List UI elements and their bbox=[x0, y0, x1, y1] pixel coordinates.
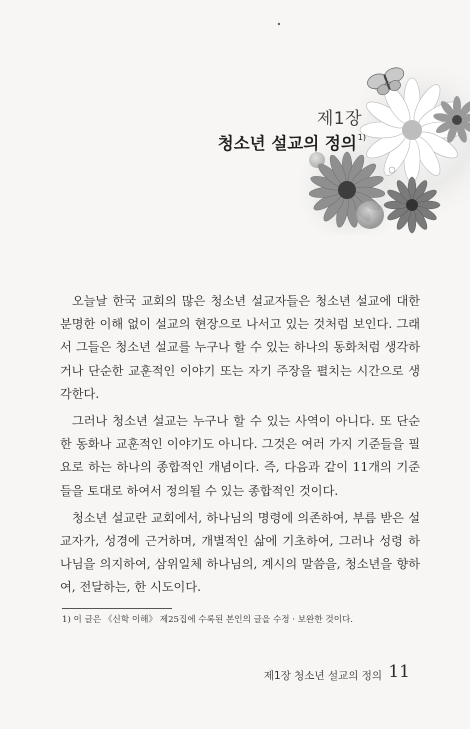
paragraph: 오늘날 한국 교회의 많은 청소년 설교자들은 청소년 설교에 대한 분명한 이해 없이 설교의 현장으로 나서고 있는 것처럼 보인다. 그래서 그들은 청소년 설교를 누구나 할 수 있는 하나의 동화처럼 생각하거나 단순한 교훈적인 이야기 또는 자기 주장을 펼치는 시간으로 생각한다. bbox=[60, 294, 420, 401]
body-text bbox=[60, 290, 420, 600]
paragraph: 그러나 청소년 설교는 누구나 할 수 있는 사역이 아니다. 또 단순한 동화나 교훈적인 이야기도 아니다. 그것은 여러 가지 기준들을 필요로 하는 하나의 종합적인 개념이다. 즉, 다음과 같이 11개의 기준들을 토대로 하여서 정의될 수 있는 종합적인 것이다. bbox=[60, 414, 420, 498]
footnote-mark: 1) bbox=[357, 133, 366, 142]
footnote-divider bbox=[62, 608, 172, 609]
footnote: 1) 이 글은 《신학 이해》 제25집에 수록된 본인의 글을 수정 · 보완한 것이다. bbox=[62, 615, 354, 625]
paragraph: 청소년 설교란 교회에서, 하나님의 명령에 의존하여, 부름 받은 설교자가, 성경에 근거하며, 개별적인 삶에 기초하여, 그러나 성령 하나님을 의지하여, 삼위일체 하나님의, 계시의 말씀을, 청소년을 향하여, 전달하는, 한 시도이다. bbox=[60, 510, 420, 595]
running-head: 제1장 청소년 설교의 정의 bbox=[263, 670, 382, 682]
chapter-label: 제1장 bbox=[316, 109, 362, 129]
page-number: 11 bbox=[388, 662, 410, 682]
flower-cluster-illustration bbox=[262, 20, 470, 235]
chapter-title-text: 청소년 설교의 정의 bbox=[217, 134, 357, 153]
chapter-title bbox=[218, 130, 366, 154]
